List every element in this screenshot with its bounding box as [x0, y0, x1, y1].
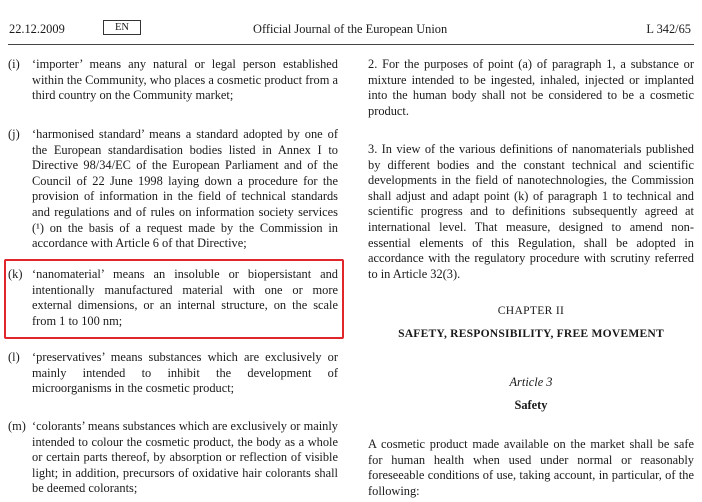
- definition-label: (j): [8, 127, 20, 141]
- article-number: Article 3: [509, 375, 553, 389]
- definition-label: (i): [8, 57, 20, 71]
- definition-text: ‘importer’ means any natural or legal person established within the Community, who places a cosmetic product from a third country on the Community market;: [32, 57, 338, 103]
- article-title: Safety: [514, 398, 548, 412]
- definition-label: (l): [8, 350, 20, 364]
- definition-text: ‘preservatives’ means substances which are exclusively or mainly intended to inhibit the development of microorganisms in the cosmetic product;: [32, 350, 338, 396]
- definition-text: ‘colorants’ means substances which are exclusively or mainly intended to colour the cosmetic product, the body as a whole or certain parts thereof, by absorption or reflection of visible light; in addition, precursors of oxidative hair colorants shall be deemed colorants;: [32, 419, 338, 496]
- header-page-ref: L 342/65: [646, 22, 691, 36]
- header-language-badge: EN: [103, 20, 141, 35]
- header-journal-title: Official Journal of the European Union: [253, 22, 448, 36]
- definition-label: (k): [8, 267, 23, 281]
- definition-text: ‘harmonised standard’ means a standard adopted by one of the European standardisation bodies listed in Annex I to Directive 98/34/EC of the European Parliament and of the Council of 22 June 1998 laying down a procedure for the provision of information in the field of technical standards and regulations and of rules on information society services (¹) on the basis of a request made by the Commission in accordance with Article 6 of that Directive;: [32, 127, 338, 251]
- paragraph-2: 2. For the purposes of point (a) of paragraph 1, a substance or mixture intended to be ingested, inhaled, injected or implanted into the human body shall not be considered to be a cosmetic product.: [368, 57, 694, 118]
- definition-item-j: [8, 127, 338, 252]
- definition-text: ‘nanomaterial’ means an insoluble or biopersistant and intentionally manufactured material with one or more external dimensions, or an internal structure, on the scale from 1 to 100 nm;: [32, 267, 338, 328]
- chapter-number: CHAPTER II: [497, 304, 565, 317]
- definition-label: (m): [8, 419, 26, 433]
- chapter-title: SAFETY, RESPONSIBILITY, FREE MOVEMENT: [398, 327, 664, 340]
- definition-item-m: [8, 419, 338, 497]
- header-date: 22.12.2009: [9, 22, 65, 36]
- definition-item-i: [8, 57, 338, 104]
- article-3-paragraph: A cosmetic product made available on the market shall be safe for human health when used under normal or reasonably foreseeable conditions of use, taking account, in particular, of the following:: [368, 437, 694, 498]
- highlight-box: [4, 259, 344, 339]
- definition-item-l: [8, 350, 338, 397]
- paragraph-3: 3. In view of the various definitions of nanomaterials published by different bodies and the constant technical and scientific developments in the field of nanotechnologies, the Commission shall adjust and adapt point (k) of paragraph 1 to technical and scientific progress and to definitions subsequently agreed at international level. That measure, designed to amend non-essential elements of this Regulation, shall be adopted in accordance with the regulatory procedure with scrutiny referred to in Article 32(3).: [368, 142, 694, 281]
- header-divider: [8, 44, 694, 45]
